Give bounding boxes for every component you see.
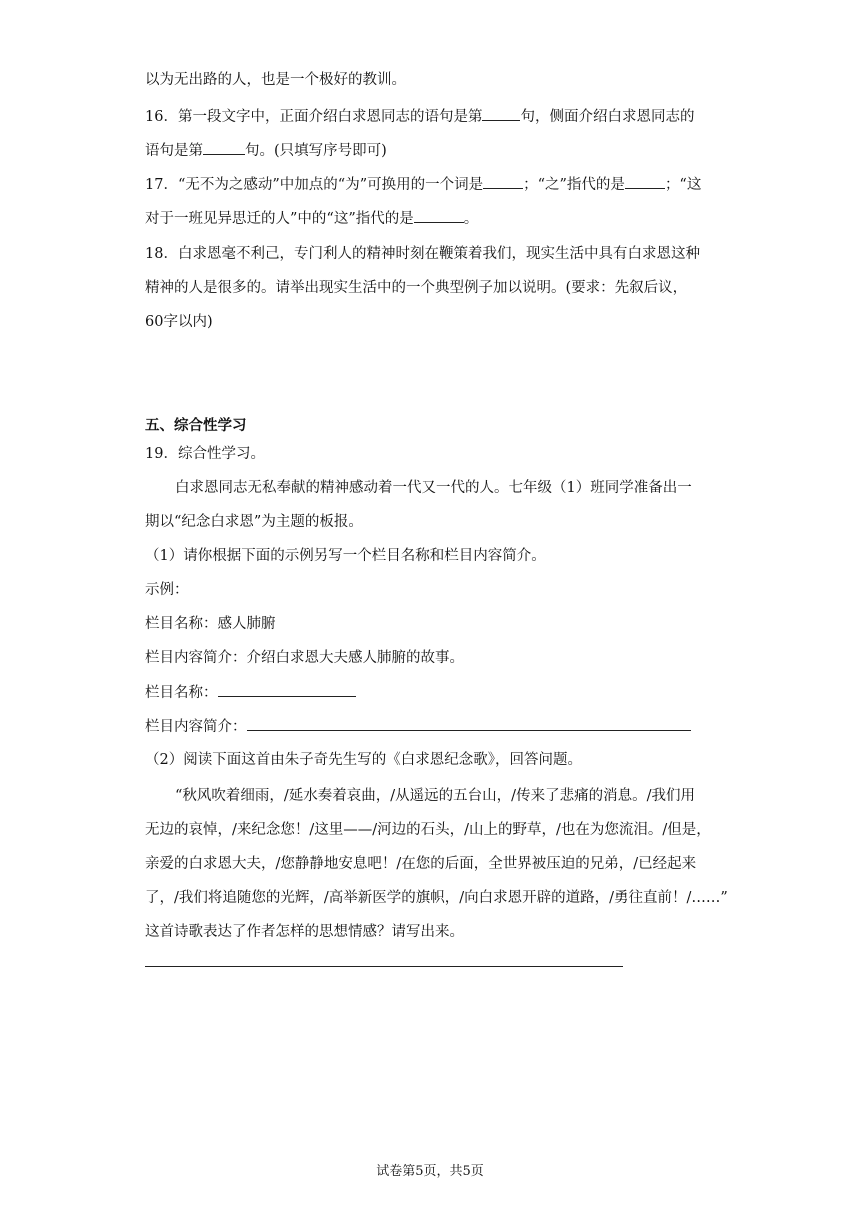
q16-text-d: 句。(只填写序号即可) — [245, 143, 387, 159]
q19-sub2: （2）阅读下面这首由朱子奇先生写的《白求恩纪念歌》，回答问题。 — [145, 752, 582, 768]
answer-name-label: 栏目名称： — [145, 685, 218, 701]
q17-blank-1[interactable] — [483, 174, 523, 189]
q18-line1: 18．白求恩毫不利己，专门利人的精神时刻在鞭策着我们，现实生活中具有白求恩这种 — [145, 246, 700, 262]
q19-sub1: （1）请你根据下面的示例另写一个栏目名称和栏目内容简介。 — [145, 548, 546, 564]
q17-line2 — [145, 208, 478, 229]
q19-para1-line1: 白求恩同志无私奉献的精神感动着一代又一代的人。七年级（1）班同学准备出一 — [175, 480, 692, 496]
q18-line2: 精神的人是很多的。请举出现实生活中的一个典型例子加以说明。(要求：先叙后议， — [145, 280, 688, 296]
q17-text-c: ；“这 — [664, 177, 702, 193]
answer-line[interactable] — [145, 966, 623, 967]
q17-text-e: 。 — [463, 211, 479, 227]
q16-line2 — [145, 140, 387, 161]
answer-desc-label: 栏目内容简介： — [145, 719, 247, 735]
q16-text-b: 句，侧面介绍白求恩同志的 — [520, 109, 695, 125]
q19-question: 这首诗歌表达了作者怎样的思想情感？请写出来。 — [145, 924, 464, 940]
answer-desc-row — [145, 716, 691, 737]
poem-line4: 了，/我们将追随您的光辉，/高举新医学的旗帜，/向白求恩开辟的道路，/勇往直前！/……” — [145, 890, 728, 906]
q17-blank-2[interactable] — [625, 174, 665, 189]
poem-line3: 亲爱的白求恩大夫，/您静静地安息吧！/在您的后面，全世界被压迫的兄弟，/已经起来 — [145, 856, 697, 872]
q16-blank-2[interactable] — [203, 140, 245, 155]
q19-title: 19．综合性学习。 — [145, 446, 265, 462]
q16-text-a: 16．第一段文字中，正面介绍白求恩同志的语句是第 — [145, 109, 483, 125]
q17-text-b: ；“之”指代的是 — [523, 177, 625, 193]
q16-line1 — [145, 106, 694, 127]
q16-blank-1[interactable] — [482, 106, 520, 121]
q17-text-a: 17．“无不为之感动”中加点的“为”可换用的一个词是 — [145, 177, 484, 193]
page-footer: 试卷第5页，共5页 — [376, 1164, 484, 1179]
q17-blank-3[interactable] — [414, 208, 464, 223]
section5-title: 五、综合性学习 — [145, 417, 247, 434]
poem-line2: 无边的哀悼，/来纪念您！/这里——/河边的石头，/山上的野草，/也在为您流泪。/但是， — [145, 822, 711, 838]
poem-line1: “秋风吹着细雨，/延水奏着哀曲，/从遥远的五台山，/传来了悲痛的消息。/我们用 — [175, 788, 695, 804]
example-name: 栏目名称：感人肺腑 — [145, 616, 276, 632]
intro-line: 以为无出路的人，也是一个极好的教训。 — [145, 72, 406, 88]
answer-desc-blank[interactable] — [247, 716, 691, 731]
q17-text-d: 对于一班见异思迁的人”中的“这”指代的是 — [145, 211, 414, 227]
example-label: 示例： — [145, 582, 189, 598]
q19-para1-line2: 期以“纪念白求恩”为主题的板报。 — [145, 514, 363, 530]
q18-line3: 60字以内) — [145, 314, 213, 330]
answer-name-blank[interactable] — [218, 682, 356, 697]
q16-text-c: 语句是第 — [145, 143, 203, 159]
answer-name-row — [145, 682, 356, 703]
q17-line1 — [145, 174, 701, 195]
example-desc: 栏目内容简介：介绍白求恩大夫感人肺腑的故事。 — [145, 650, 464, 666]
